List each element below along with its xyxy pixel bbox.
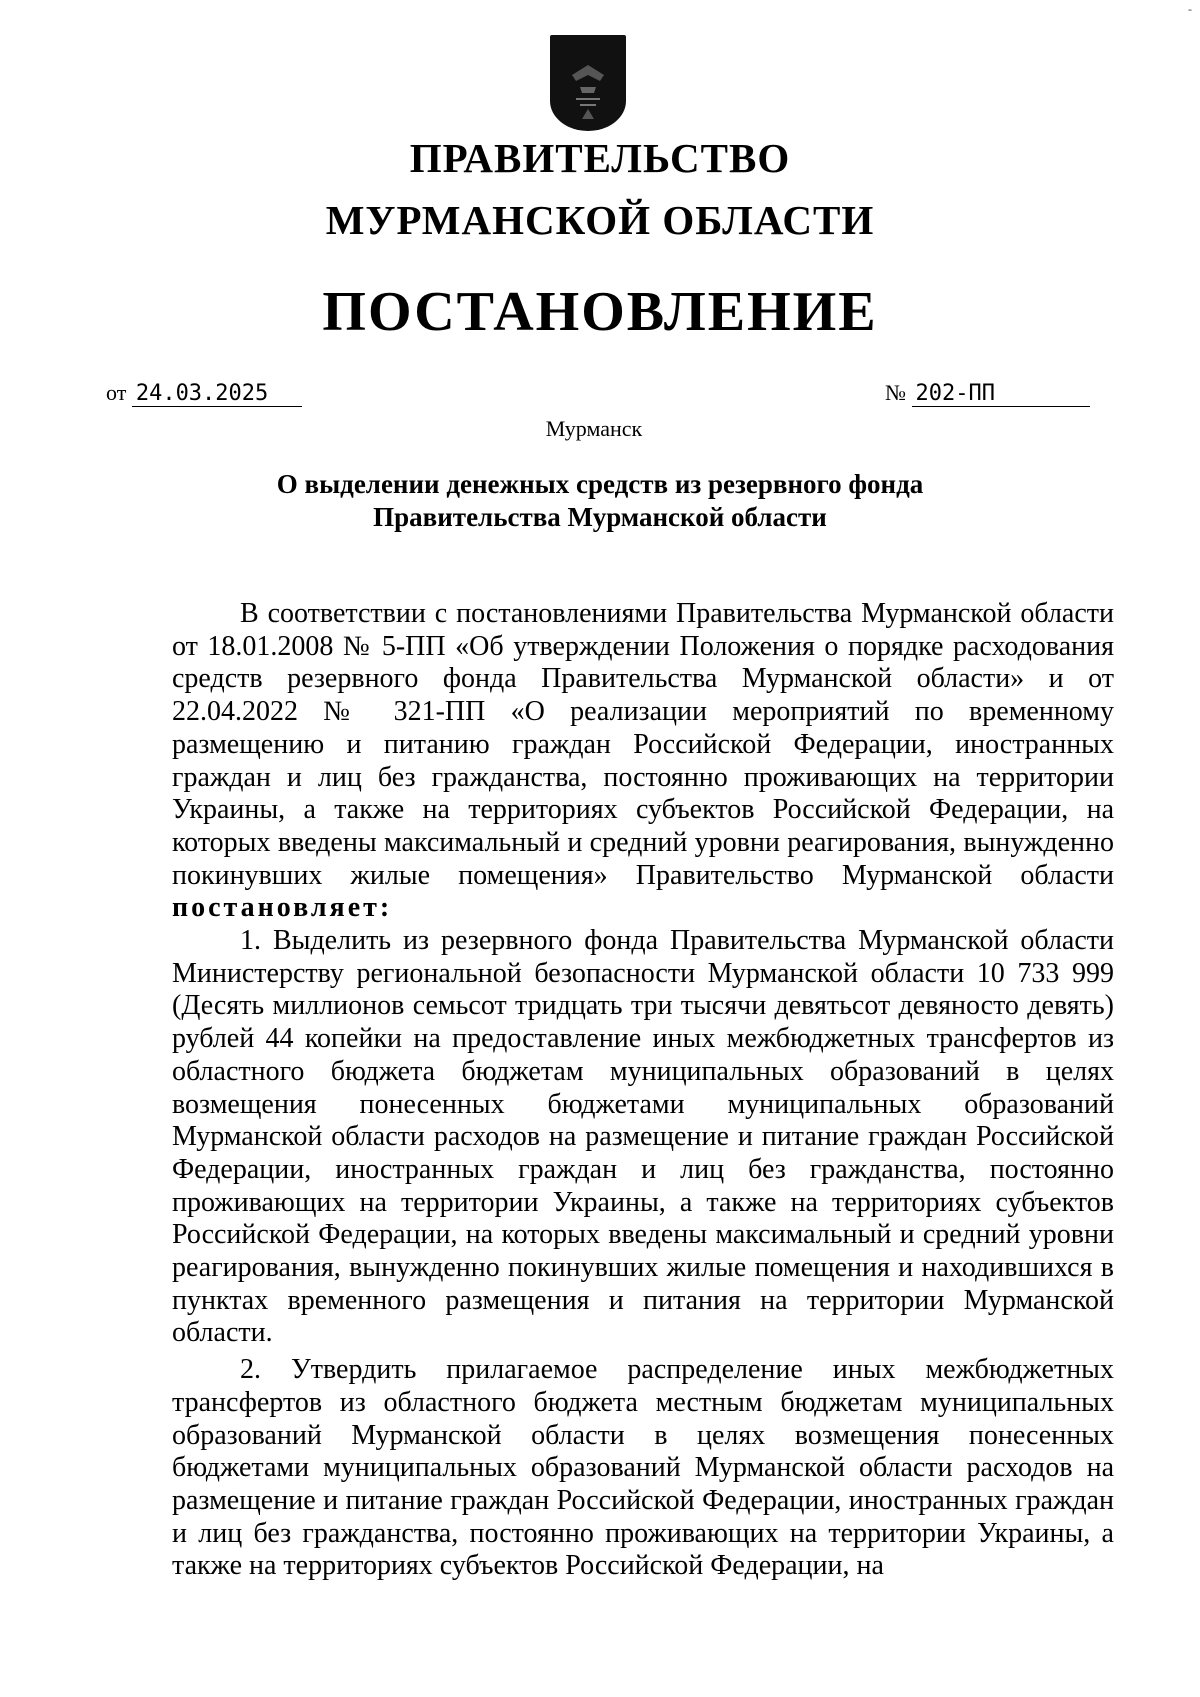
document-date xyxy=(106,380,302,407)
item-2-paragraph: 2. Утвердить прилагаемое распределение иных межбюджетных трансфертов из областного бюджета местным бюджетам муниципальных образований Мурманской области в целях возмещения понесенных бюджетами муниципальных образований Мурманской области расходов на размещение и питание граждан Российской Федерации, иностранных граждан и лиц без гражданства, постоянно проживающих на территории Украины, а также на территориях субъектов Российской Федерации, на xyxy=(172,1354,1114,1582)
city: Мурманск xyxy=(545,416,643,441)
region-title: МУРМАНСКОЙ ОБЛАСТИ xyxy=(325,197,875,243)
subject-line-1: О выделении денежных средств из резервного фонда xyxy=(276,469,924,499)
coat-of-arms-icon xyxy=(550,35,626,131)
document-number xyxy=(885,380,1090,407)
corner-mark: - xyxy=(1188,2,1192,16)
document-subject xyxy=(0,468,1200,534)
item-1-paragraph: 1. Выделить из резервного фонда Правительства Мурманской области Министерству региональной безопасности Мурманской области 10 733 999 (Десять миллионов семьсот тридцать три тысячи девятьсот девяносто девять) рублей 44 копейки на предоставление иных межбюджетных трансфертов из областного бюджета бюджетам муниципальных образований в целях возмещения понесенных бюджетами муниципальных образований Мурманской области расходов на размещение и питание граждан Российской Федерации, иностранных граждан и лиц без гражданства, постоянно проживающих на территории Украины, а также на территориях субъектов Российской Федерации, на которых введены максимальный и средний уровни реагирования, вынужденно покинувших жилые помещения и находившихся в пунктах временного размещения и питания на территории Мурманской области. xyxy=(172,925,1114,1349)
number-prefix: № xyxy=(885,380,906,405)
resolves-colon: : xyxy=(379,892,393,924)
government-title: ПРАВИТЕЛЬСТВО xyxy=(409,135,791,181)
document-type: ПОСТАНОВЛЕНИЕ xyxy=(322,281,878,343)
resolves-word: постановляет xyxy=(172,892,380,924)
subject-line-2: Правительства Мурманской области xyxy=(373,502,827,532)
preamble-paragraph xyxy=(172,598,1114,925)
number-value: 202-ПП xyxy=(912,381,1090,407)
document-body xyxy=(172,598,1114,1583)
date-value: 24.03.2025 xyxy=(132,381,302,407)
preamble-text: В соответствии с постановлениями Правительства Мурманской области от 18.01.2008 № 5-ПП «Об утверждении Положения о порядке расходования средств резервного фонда Правительства Мурманской области» и от 22.04.2022 № 321-ПП «О реализации мероприятий по временному размещению и питанию граждан Российской Федерации, иностранных граждан и лиц без гражданства, постоянно проживающих на территории Украины, а также на территориях субъектов Российской Федерации, на которых введены максимальный и средний уровни реагирования, вынужденно покинувших жилые помещения» Правительство Мурманской области xyxy=(172,598,1114,891)
date-prefix: от xyxy=(106,380,127,405)
